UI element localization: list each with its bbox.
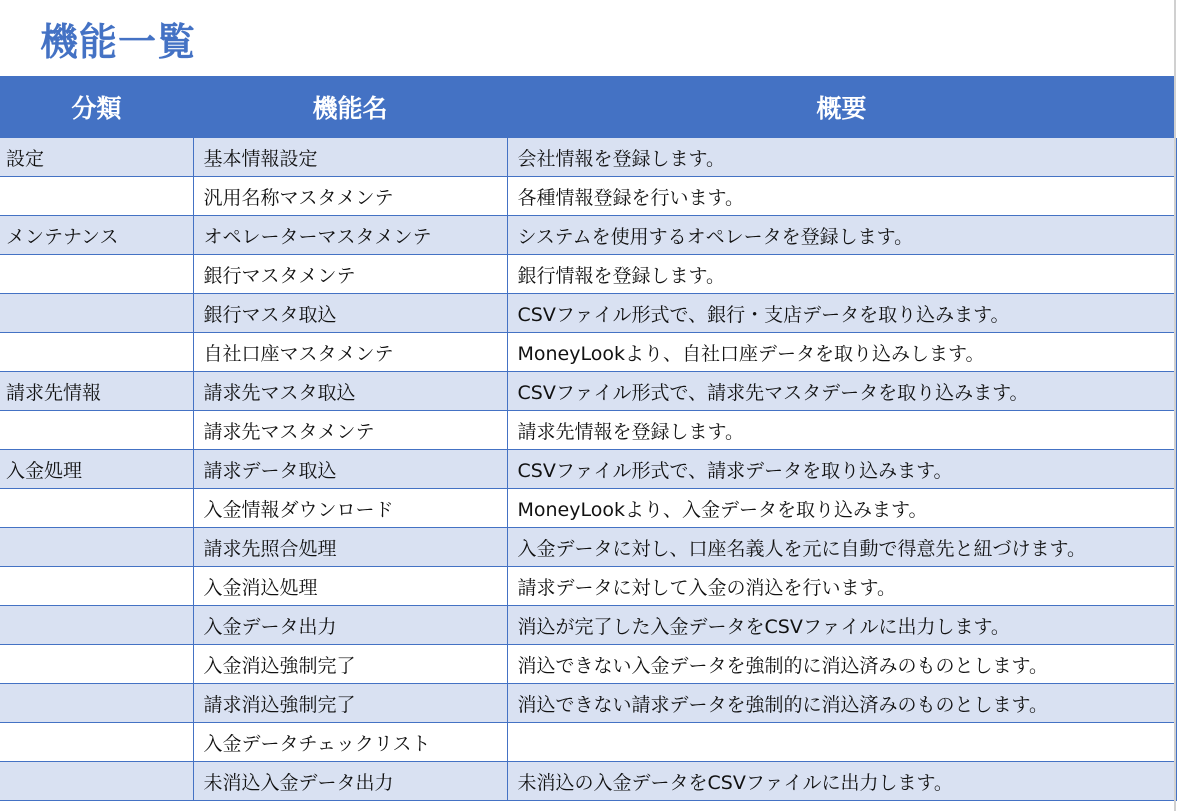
table-row bbox=[0, 645, 1176, 684]
cell-category bbox=[0, 762, 193, 801]
cell-category: メンテナンス bbox=[0, 216, 193, 255]
page-title: 機能一覧 bbox=[40, 20, 197, 64]
cell-summary: 請求データに対して入金の消込を行います。 bbox=[507, 567, 1176, 606]
cell-summary: 請求先情報を登録します。 bbox=[507, 411, 1176, 450]
cell-category bbox=[0, 684, 193, 723]
header-category: 分類 bbox=[0, 76, 193, 138]
cell-function-name: 自社口座マスタメンテ bbox=[193, 333, 507, 372]
cell-function-name: 銀行マスタ取込 bbox=[193, 294, 507, 333]
table-row bbox=[0, 216, 1176, 255]
cell-summary: 各種情報登録を行います。 bbox=[507, 177, 1176, 216]
cell-function-name: 入金消込強制完了 bbox=[193, 645, 507, 684]
table-row bbox=[0, 606, 1176, 645]
table-body bbox=[0, 138, 1176, 801]
cell-category bbox=[0, 723, 193, 762]
cell-category bbox=[0, 528, 193, 567]
cell-summary bbox=[507, 723, 1176, 762]
cell-function-name: 請求先照合処理 bbox=[193, 528, 507, 567]
cell-function-name: 請求データ取込 bbox=[193, 450, 507, 489]
cell-category bbox=[0, 489, 193, 528]
cell-category bbox=[0, 645, 193, 684]
cell-summary: 銀行情報を登録します。 bbox=[507, 255, 1176, 294]
cell-summary: 会社情報を登録します。 bbox=[507, 138, 1176, 177]
cell-function-name: 入金消込処理 bbox=[193, 567, 507, 606]
cell-category: 入金処理 bbox=[0, 450, 193, 489]
cell-function-name: 未消込入金データ出力 bbox=[193, 762, 507, 801]
cell-function-name: 銀行マスタメンテ bbox=[193, 255, 507, 294]
cell-summary: 消込が完了した入金データをCSVファイルに出力します。 bbox=[507, 606, 1176, 645]
cell-summary: MoneyLookより、自社口座データを取り込みします。 bbox=[507, 333, 1176, 372]
cell-function-name: 入金データチェックリスト bbox=[193, 723, 507, 762]
cell-summary: 消込できない請求データを強制的に消込済みのものとします。 bbox=[507, 684, 1176, 723]
table-row bbox=[0, 333, 1176, 372]
cell-summary: MoneyLookより、入金データを取り込みます。 bbox=[507, 489, 1176, 528]
table-row bbox=[0, 255, 1176, 294]
cell-category bbox=[0, 255, 193, 294]
header-row bbox=[0, 76, 1176, 138]
cell-summary: 未消込の入金データをCSVファイルに出力します。 bbox=[507, 762, 1176, 801]
header-function-name: 機能名 bbox=[193, 76, 507, 138]
cell-summary: システムを使用するオペレータを登録します。 bbox=[507, 216, 1176, 255]
table-row bbox=[0, 411, 1176, 450]
cell-function-name: 汎用名称マスタメンテ bbox=[193, 177, 507, 216]
table-row bbox=[0, 567, 1176, 606]
cell-category bbox=[0, 294, 193, 333]
cell-summary: CSVファイル形式で、請求先マスタデータを取り込みます。 bbox=[507, 372, 1176, 411]
table-row bbox=[0, 138, 1176, 177]
table-row bbox=[0, 450, 1176, 489]
cell-function-name: 請求先マスタ取込 bbox=[193, 372, 507, 411]
cell-summary: CSVファイル形式で、銀行・支店データを取り込みます。 bbox=[507, 294, 1176, 333]
cell-summary: CSVファイル形式で、請求データを取り込みます。 bbox=[507, 450, 1176, 489]
cell-category: 設定 bbox=[0, 138, 193, 177]
table-row bbox=[0, 177, 1176, 216]
table-header bbox=[0, 76, 1176, 138]
function-table bbox=[0, 76, 1177, 801]
cell-function-name: オペレーターマスタメンテ bbox=[193, 216, 507, 255]
cell-function-name: 基本情報設定 bbox=[193, 138, 507, 177]
table-row bbox=[0, 294, 1176, 333]
cell-category bbox=[0, 333, 193, 372]
cell-category bbox=[0, 411, 193, 450]
cell-function-name: 請求先マスタメンテ bbox=[193, 411, 507, 450]
cell-category bbox=[0, 567, 193, 606]
cell-summary: 消込できない入金データを強制的に消込済みのものとします。 bbox=[507, 645, 1176, 684]
table-row bbox=[0, 762, 1176, 801]
table-row bbox=[0, 372, 1176, 411]
table-row bbox=[0, 528, 1176, 567]
cell-summary: 入金データに対し、口座名義人を元に自動で得意先と紐づけます。 bbox=[507, 528, 1176, 567]
page-edge-divider bbox=[1174, 0, 1176, 811]
cell-function-name: 入金データ出力 bbox=[193, 606, 507, 645]
cell-function-name: 入金情報ダウンロード bbox=[193, 489, 507, 528]
cell-function-name: 請求消込強制完了 bbox=[193, 684, 507, 723]
header-summary: 概要 bbox=[507, 76, 1176, 138]
table-row bbox=[0, 489, 1176, 528]
cell-category bbox=[0, 606, 193, 645]
cell-category bbox=[0, 177, 193, 216]
table-row bbox=[0, 723, 1176, 762]
table-row bbox=[0, 684, 1176, 723]
cell-category: 請求先情報 bbox=[0, 372, 193, 411]
